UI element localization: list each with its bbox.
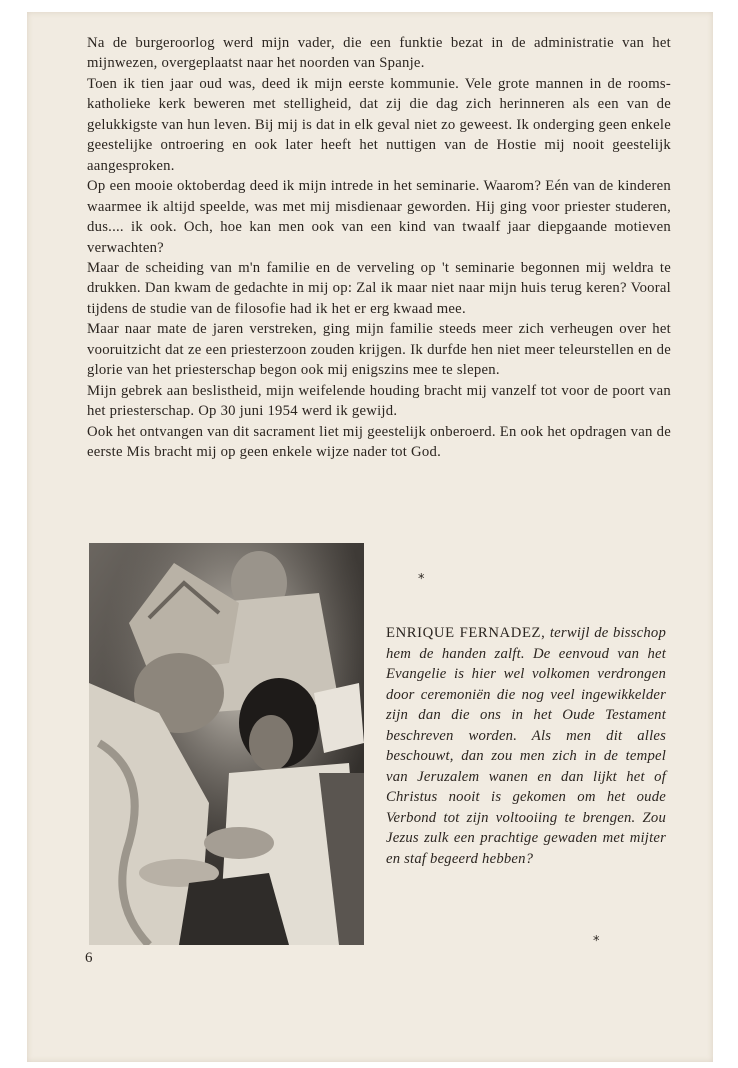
ornament-star-top: * [418,572,425,587]
paragraph-2: Toen ik tien jaar oud was, deed ik mijn eerste kommunie. Vele grote mannen in de rooms-katholieke kerk beweren met stelligheid, dat zij die dag zich herinneren als een van de gelukkigste van hun leven. Bij mij is dat in elk geval niet zo geweest. Ik onderging geen enkele geestelijke ontroering en ook later heeft het nuttigen van de Hostie mij nooit geestelijk aangesproken. [87,75,671,174]
page [27,12,713,1062]
photo-caption [386,623,666,869]
paragraph-6: Mijn gebrek aan beslistheid, mijn weifelende houding bracht mij vanzelf tot voor de poort van het priesterschap. Op 30 juni 1954 werd ik gewijd. [87,382,671,420]
page-number: 6 [85,950,93,966]
paragraph-4: Maar de scheiding van m'n familie en de verveling op 't seminarie begonnen mij weldra te drukken. Dan kwam de gedachte in mij op: Zal ik maar niet naar mijn huis terug keren? Vooral tijdens de studie van de filosofie had ik het er erg kwaad mee. [87,259,671,317]
paragraph-7: Ook het ontvangen van dit sacrament liet mij geestelijk onberoerd. En ook het opdragen van de eerste Mis bracht mij op geen enkele wijze nader tot God. [87,423,671,461]
paragraph-1: Na de burgeroorlog werd mijn vader, die een funktie bezat in de administratie van het mijnwezen, overgeplaatst naar het noorden van Spanje. [87,35,671,72]
caption-text: terwijl de bisschop hem de handen zalft. De eenvoud van het Evangelie is hier wel volkomen verdrongen door ceremoniën die nog veel ingewikkelder zijn dan die ons in het Oude Testament beschreven worden. Als men dit alles beschouwt, dan zou men zich in de tempel van Jeruzalem wanen en dan lijkt het of Christus nooit is gekomen om het oude Verbond tot zijn voltooiing te brengen. Zou Jezus zulk een prachtige gewaden met mijter en staf begeerd hebben? [386,625,666,867]
ordination-photo [89,543,364,945]
body-text [87,33,671,463]
paragraph-5: Maar naar mate de jaren verstreken, ging mijn familie steeds meer zich verheugen over het vooruitzicht dat ze een priesterzoon zouden krijgen. Ik durfde hen niet meer teleurstellen en de glorie van het priesterschap begon ook mij enigszins mee te slepen. [87,321,671,379]
paragraph-3: Op een mooie oktoberdag deed ik mijn intrede in het seminarie. Waarom? Eén van de kinderen waarmee ik altijd speelde, was met mij misdienaar geworden. Hij ging voor priester studeren, dus.... ik ook. Och, hoe kan men ook van een kind van twaalf jaar diepgaande motieven verwachten? [87,178,671,256]
caption-name: ENRIQUE FERNADEZ, [386,625,546,641]
ornament-star-bottom: * [593,934,600,949]
photo-illustration [89,543,364,945]
